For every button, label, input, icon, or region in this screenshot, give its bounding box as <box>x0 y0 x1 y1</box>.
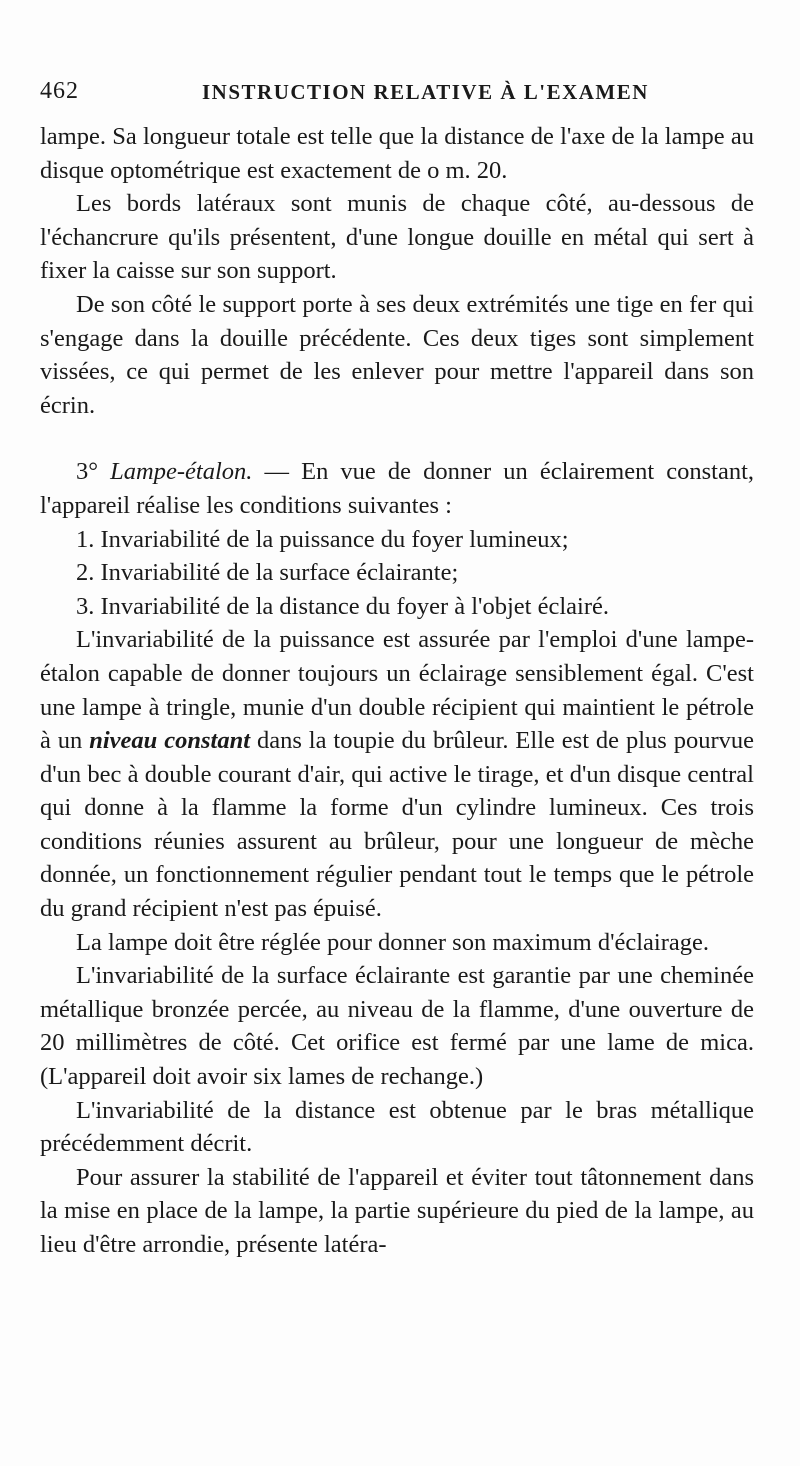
list-item-3: 3. Invariabilité de la distance du foyer à l'objet éclairé. <box>76 592 609 620</box>
running-title: INSTRUCTION RELATIVE À L'EXAMEN <box>202 80 649 104</box>
paragraph-5: La lampe doit être réglée pour donner son maximum d'éclairage. <box>76 928 710 956</box>
page-body <box>40 120 754 1262</box>
paragraph-7: L'invariabilité de la distance est obtenue par le bras métallique précédemment décrit. <box>40 1096 754 1158</box>
paragraph-3: De son côté le support porte à ses deux extrémités une tige en fer qui s'engage dans la douille précédente. Ces deux tiges sont simplement vissées, ce qui permet de les enlever pour mettre l'appareil dans son écrin. <box>40 290 754 419</box>
paragraph-8: Pour assurer la stabilité de l'appareil et éviter tout tâtonnement dans la mise en place de la lampe, la partie supérieure du pied de la lampe, au lieu d'être arrondie, présente latéra- <box>40 1163 754 1258</box>
list-item-1: 1. Invariabilité de la puissance du foyer lumineux; <box>76 525 569 553</box>
section-title: Lampe-étalon. <box>110 458 253 486</box>
emphasis-niveau-constant: niveau constant <box>89 727 251 755</box>
paragraph-4 <box>40 623 754 925</box>
page-number: 462 <box>40 78 79 104</box>
paragraph-6: L'invariabilité de la surface éclairante est garantie par une cheminée métallique bronzée percée, au niveau de la flamme, d'une ouverture de 20 millimètres de côté. Cet orifice est fermé par une lame de mica. (L'appareil doit avoir six lames de rechange.) <box>40 962 754 1091</box>
section-intro: — En vue de donner un éclairement constant, l'appareil réalise les conditions suivantes : <box>40 458 755 519</box>
section-3 <box>40 455 754 522</box>
paragraph-4-end: dans la toupie du brûleur. Elle est de plus pourvue d'un bec à double courant d'air, qui active le tirage, et d'un disque central qui donne à la flamme la forme d'un cylindre lumineux. Ces trois conditions réunies assurent au brûleur, pour une longueur de mèche donnée, un fonctionnement régulier pendant tout le temps que le pétrole du grand récipient n'est pas épuisé. <box>40 727 755 923</box>
paragraph-1: lampe. Sa longueur totale est telle que la distance de l'axe de la lampe au disque optométrique est exactement de o m. 20. <box>40 123 754 184</box>
paragraph-2: Les bords latéraux sont munis de chaque côté, au-dessous de l'échancrure qu'ils présentent, d'une longue douille en métal qui sert à fixer la caisse sur son support. <box>40 190 754 285</box>
paragraph-4-start: L'invariabilité de la puissance est assurée par l'emploi d'une lampe-étalon capable de donner toujours un éclairage sensiblement égal. C'est une lampe à tringle, munie d'un double récipient qui maintient le pétrole à un <box>40 626 754 755</box>
section-number: 3° <box>76 458 99 486</box>
page-header <box>40 78 760 114</box>
list-item-2: 2. Invariabilité de la surface éclairante; <box>76 559 459 587</box>
